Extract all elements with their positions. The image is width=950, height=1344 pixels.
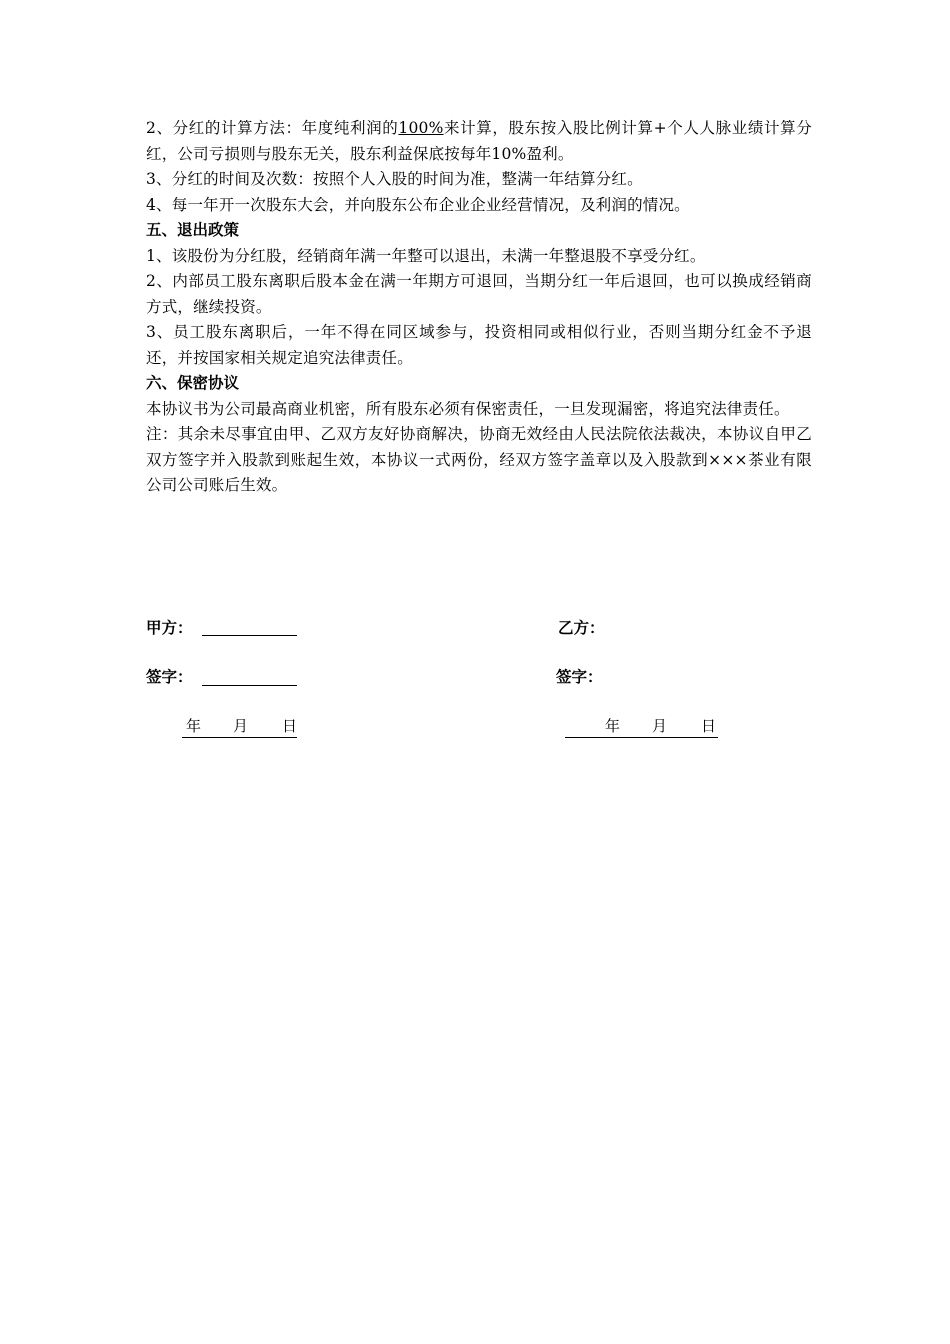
exit-clause-1: 1、该股份为分红股，经销商年满一年整可以退出，未满一年整退股不享受分红。 [146, 246, 706, 265]
date-month: 月 [652, 717, 668, 735]
confidentiality-clause: 本协议书为公司最高商业机密，所有股东必须有保密责任，一旦发现漏密，将追究法律责任。 [146, 399, 790, 418]
party-b-label: 乙方： [558, 619, 605, 637]
date-month: 月 [233, 717, 249, 735]
note-clause: 注：其余未尽事宜由甲、乙双方友好协商解决，协商无效经由人民法院依法裁决，本协议自甲乙双方签字并入股款到账起生效，本协议一式两份，经双方签字盖章以及入股款到×××茶业有限公司公司账后生效。 [146, 425, 812, 494]
party-a-date [182, 716, 297, 738]
section-heading-exit-policy: 五、退出政策 [146, 221, 240, 239]
party-a-sign-line [202, 685, 297, 686]
clause-dividend-calculation [146, 116, 812, 167]
date-year: 年 [186, 717, 202, 735]
underlined-percentage: 100% [398, 119, 444, 137]
clause-shareholder-meeting: 4、每一年开一次股东大会，并向股东公布企业企业经营情况，及利润的情况。 [146, 195, 690, 214]
party-b-date [565, 716, 718, 738]
date-day: 日 [701, 717, 717, 735]
party-b-sign-label: 签字： [556, 668, 603, 686]
clause-dividend-timing: 3、分红的时间及次数：按照个人入股的时间为准，整满一年结算分红。 [146, 170, 643, 188]
section-heading-confidentiality: 六、保密协议 [146, 374, 240, 392]
party-a-label: 甲方： [146, 619, 193, 637]
clause-text: 来计算，股东按入股比例计算+个人人脉业绩计算分红，公司亏损则与股东无关，股东利益保底按每年10%盈利。 [146, 119, 812, 163]
date-year: 年 [605, 717, 621, 735]
exit-clause-2: 2、内部员工股东离职后股本金在满一年期方可退回，当期分红一年后退回，也可以换成经销商方式，继续投资。 [146, 272, 812, 316]
party-a-signature-line [202, 635, 297, 636]
document-body [146, 116, 812, 499]
party-a-sign-label: 签字： [146, 668, 193, 686]
exit-clause-3: 3、员工股东离职后，一年不得在同区域参与，投资相同或相似行业，否则当期分红金不予退还，并按国家相关规定追究法律责任。 [146, 323, 812, 367]
date-day: 日 [282, 717, 298, 735]
clause-text: 2、分红的计算方法：年度纯利润的 [146, 119, 399, 137]
